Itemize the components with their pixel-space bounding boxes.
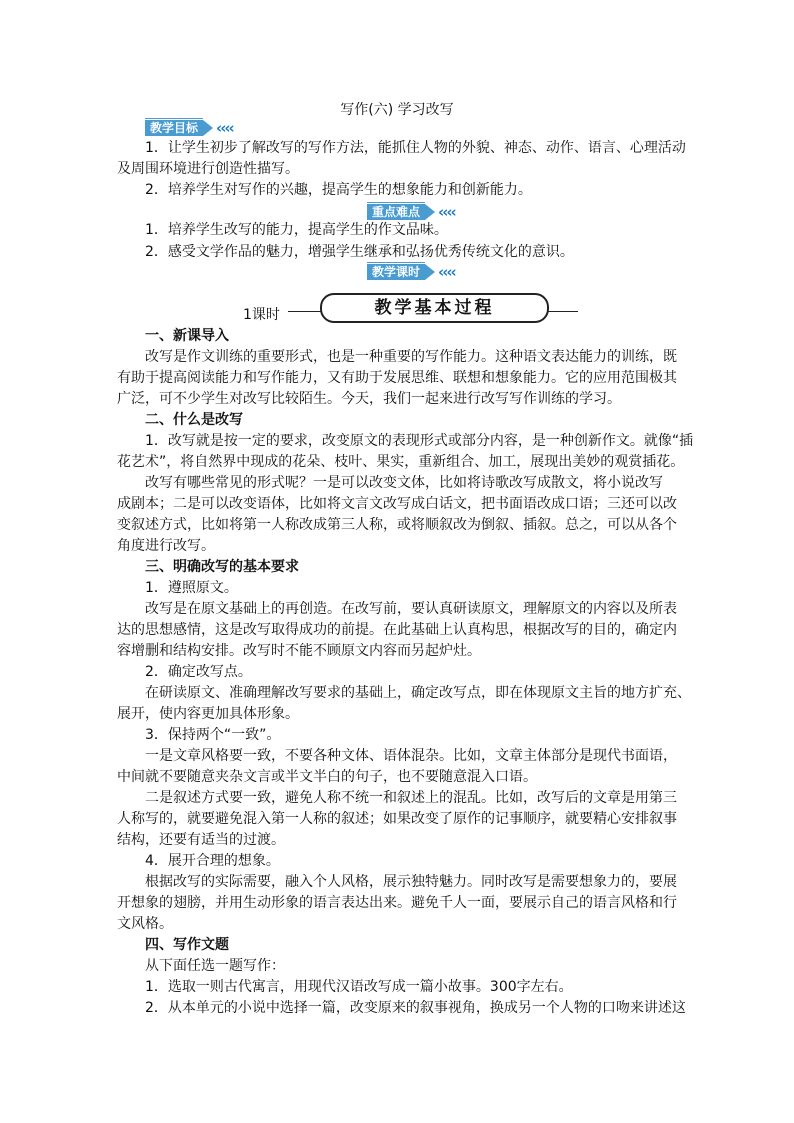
paragraph-line: 中间就不要随意夹杂文言或半文半白的句子，也不要随意混入口语。	[117, 769, 537, 785]
banner-label: 教学目标	[145, 120, 203, 136]
paragraph-line: 广泛，可不少学生对改写比较陌生。今天，我们一起来进行改写写作训练的学习。	[117, 391, 621, 407]
section-heading: 三、明确改写的基本要求	[145, 559, 299, 575]
paragraph-line: 1．遵照原文。	[145, 580, 238, 596]
section-heading: 一、新课导入	[145, 328, 229, 344]
paragraph-line: 2．从本单元的小说中选择一篇，改变原来的叙事视角，换成另一个人物的口吻来讲述这	[145, 1000, 686, 1016]
arrow-shape	[425, 264, 435, 280]
paragraph-line: 改写是在原文基础上的再创造。在改写前，要认真研读原文，理解原文的内容以及所表	[145, 601, 677, 617]
paragraph-line: 1．改写就是按一定的要求，改变原文的表现形式或部分内容，是一种创新作文。就像“插	[145, 433, 694, 449]
goal-line: 及周围环境进行创造性描写。	[117, 161, 299, 177]
process-banner: 教学基本过程	[320, 293, 549, 323]
chevrons-icon: ‹‹‹‹	[438, 263, 455, 281]
paragraph-line: 1．选取一则古代寓言，用现代汉语改写成一篇小故事。300字左右。	[145, 979, 573, 995]
paragraph-line: 变叙述方式，比如将第一人称改成第三人称，或将顺叙改为倒叙、插叙。总之，可以从各个	[117, 517, 677, 533]
paragraph-line: 花艺术”，将自然界中现成的花朵、枝叶、果实，重新组合、加工，展现出美妙的观赏插花。	[117, 454, 685, 470]
banner-label: 重点难点	[367, 204, 425, 220]
paragraph-line: 展开，使内容更加具体形象。	[117, 706, 299, 722]
paragraph-line: 改写有哪些常见的形式呢？一是可以改变文体，比如将诗歌改写成散文，将小说改写	[145, 475, 663, 491]
paragraph-line: 人称写的，就要避免混入第一人称的叙述；如果改变了原作的记事顺序，就要精心安排叙事	[117, 811, 677, 827]
banner-key-points	[367, 202, 455, 222]
chevrons-icon: ‹‹‹‹	[438, 203, 455, 221]
paragraph-line: 根据改写的实际需要，融入个人风格，展示独特魅力。同时改写是需要想象力的，要展	[145, 874, 677, 890]
paragraph-line: 在研读原文、准确理解改写要求的基础上，确定改写点，即在体现原文主旨的地方扩充、	[145, 685, 691, 701]
paragraph-line: 二是叙述方式要一致，避免人称不统一和叙述上的混乱。比如，改写后的文章是用第三	[145, 790, 677, 806]
goal-line: 1．让学生初步了解改写的写作方法，能抓住人物的外貌、神态、动作、语言、心理活动	[145, 140, 686, 156]
paragraph-line: 4．展开合理的想象。	[145, 853, 280, 869]
key-point-line: 2．感受文学作品的魅力，增强学生继承和弘扬优秀传统文化的意识。	[145, 244, 574, 260]
paragraph-line: 容增删和结构安排。改写时不能不顾原文内容而另起炉灶。	[117, 643, 481, 659]
paragraph-line: 从下面任选一题写作：	[145, 958, 285, 974]
paragraph-line: 2．确定改写点。	[145, 664, 252, 680]
banner-class-hours	[367, 262, 455, 282]
paragraph-line: 有助于提高阅读能力和写作能力，又有助于发展思维、联想和想象能力。它的应用范围极其	[117, 370, 677, 386]
key-point-line: 1．培养学生改写的能力，提高学生的作文品味。	[145, 222, 448, 238]
arrow-shape	[203, 120, 213, 136]
paragraph-line: 改写是作文训练的重要形式，也是一种重要的写作能力。这种语文表达能力的训练，既	[145, 349, 677, 365]
paragraph-line: 3．保持两个“一致”。	[145, 727, 281, 743]
section-heading: 四、写作文题	[145, 937, 229, 953]
paragraph-line: 角度进行改写。	[117, 538, 215, 554]
goal-line: 2．培养学生对写作的兴趣，提高学生的想象能力和创新能力。	[145, 182, 532, 198]
paragraph-line: 结构，还要有适当的过渡。	[117, 832, 285, 848]
banner-teaching-goals	[145, 118, 233, 138]
arrow-shape	[425, 204, 435, 220]
paragraph-line: 成剧本；二是可以改变语体，比如将文言文改写成白话文，把书面语改成口语；三还可以改	[117, 496, 677, 512]
chevrons-icon: ‹‹‹‹	[216, 119, 233, 137]
paragraph-line: 达的思想感情，这是改写取得成功的前提。在此基础上认真构思，根据改写的目的，确定内	[117, 622, 677, 638]
section-heading: 二、什么是改写	[145, 412, 243, 428]
document-title: 写作(六) 学习改写	[340, 102, 454, 118]
banner-label: 教学课时	[367, 264, 425, 280]
paragraph-line: 文风格。	[117, 916, 173, 932]
paragraph-line: 开想象的翅膀，并用生动形象的语言表达出来。避免千人一面，要展示自己的语言风格和行	[117, 895, 677, 911]
paragraph-line: 一是文章风格要一致，不要各种文体、语体混杂。比如，文章主体部分是现代书面语，	[145, 748, 677, 764]
period-label: 1课时	[243, 307, 280, 323]
